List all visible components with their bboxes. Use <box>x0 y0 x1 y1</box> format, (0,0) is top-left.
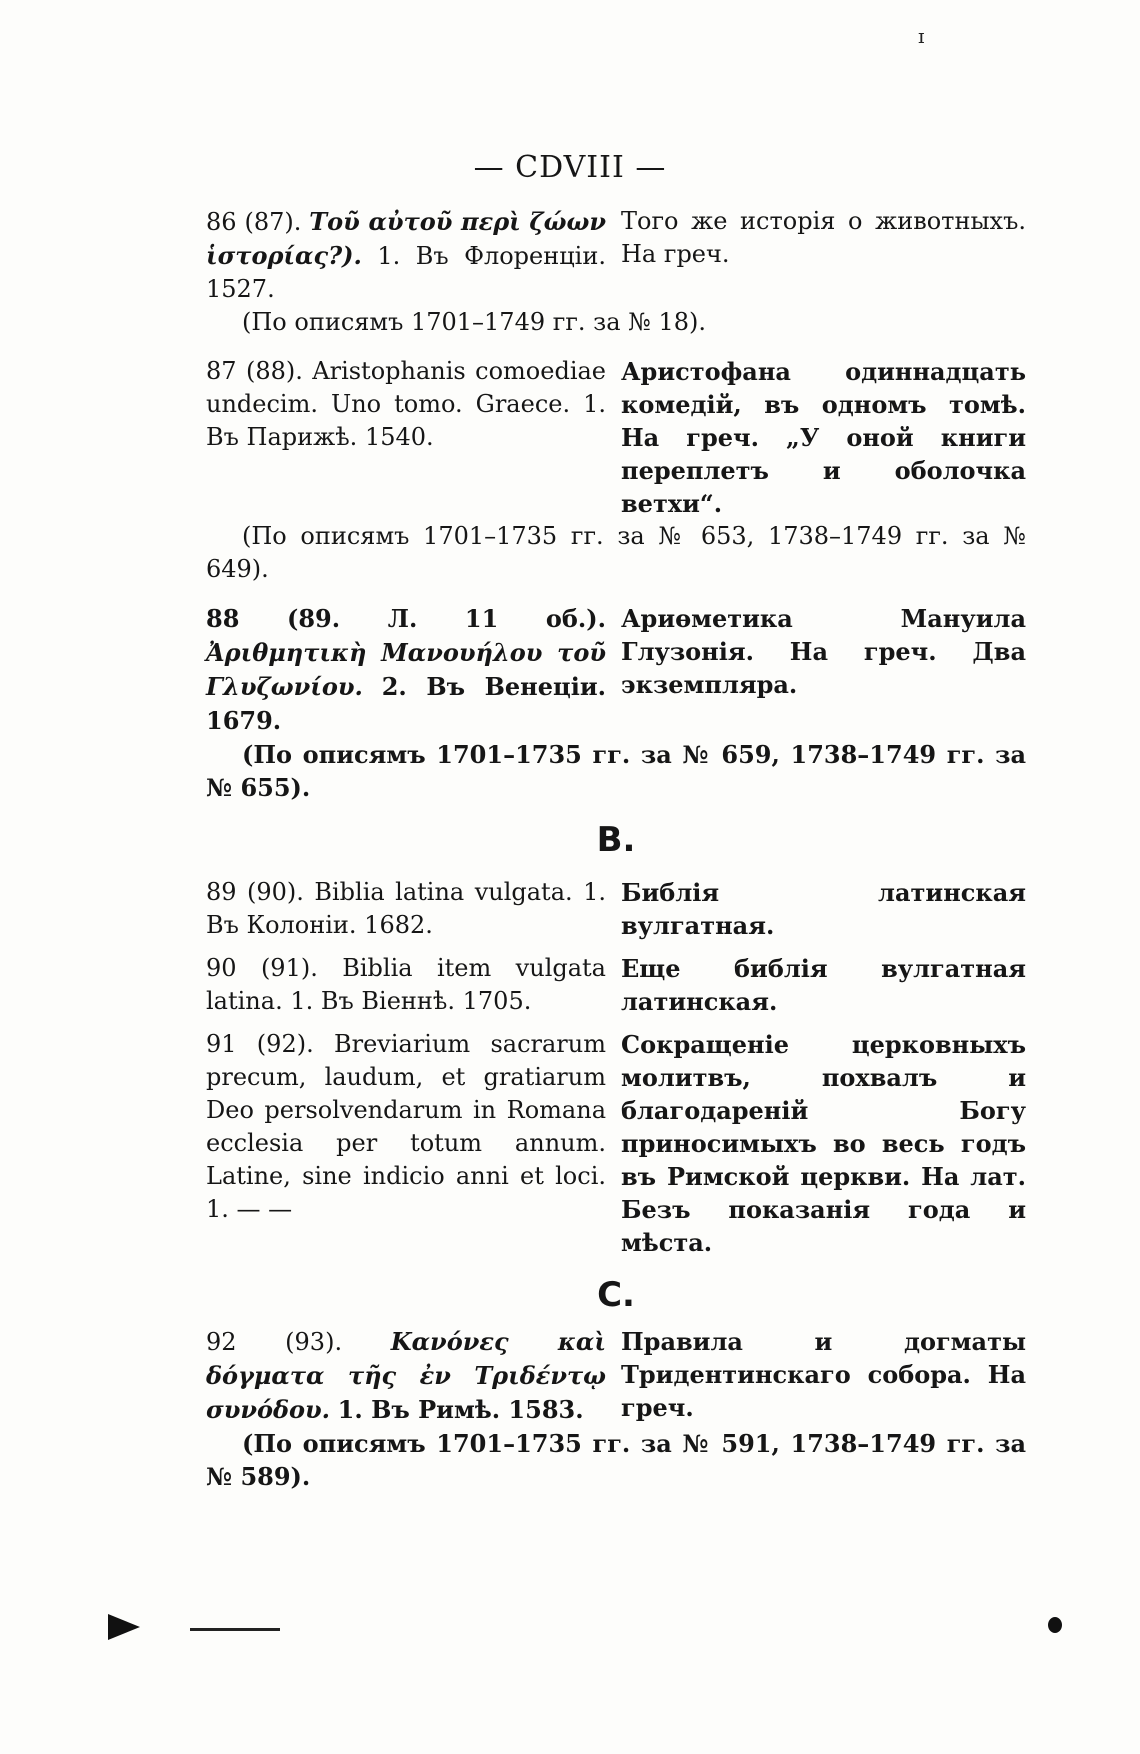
corner-mark: ɪ <box>918 24 925 48</box>
page-number: — CDVIII — <box>473 150 667 185</box>
entry-imprint: 1. Въ Флоренціи. 1527. <box>206 242 606 303</box>
entry-russian-column: Того же исторія о животныхъ. На греч. <box>621 207 1026 268</box>
entry-russian-column: Еще библія вулгатная латинская. <box>621 954 1026 1016</box>
catalog-entry <box>206 355 1026 520</box>
printer-arrow-ornament <box>108 1614 140 1640</box>
entry-russian-column: Библія латинская вулгатная. <box>621 878 1026 940</box>
printer-rule-ornament <box>190 1628 280 1631</box>
entry-number: 86 (87). <box>206 208 302 236</box>
entry-latin-column: 91 (92). Breviarium sacrarum precum, laudum, et gratiarum Deo persolvendarum in Romana ecclesia per totum annum. Latine, sine indicio anni et loci. 1. — — <box>206 1030 606 1223</box>
entry-greek-title: Τοῦ αὐτοῦ περὶ ζώων ἱστορίας?). <box>206 207 606 270</box>
entry-imprint: 2. Въ Венеціи. 1679. <box>206 672 606 735</box>
catalog-entry <box>206 1028 1026 1259</box>
catalog-entry <box>206 952 1026 1018</box>
entry-latin-column <box>206 602 606 738</box>
inventory-note: (По описямъ 1701–1735 гг. за № 659, 1738–1749 гг. за № 655). <box>206 740 1026 802</box>
inventory-note: (По описямъ 1701–1735 гг. за № 653, 1738–1749 гг. за № 649). <box>206 522 1026 583</box>
entry-greek-title: Ἀριθμητικὴ Μανουήλου τοῦ Γλυζωνίου. <box>206 638 606 701</box>
entry-latin-column: 90 (91). Biblia item vulgata latina. 1. Въ Віеннѣ. 1705. <box>206 954 606 1015</box>
section-letter-b: B. <box>596 820 636 860</box>
catalog-entry <box>206 1325 1026 1427</box>
entry-russian-column: Сокращеніе церковныхъ молитвъ, похвалъ и благодареній Богу приносимыхъ во весь годъ въ Римской церкви. На лат. Безъ показанія года и мѣста. <box>621 1030 1026 1257</box>
catalog-entry <box>206 602 1026 738</box>
catalog-entry <box>206 205 1026 306</box>
entry-latin-column <box>206 1325 606 1427</box>
entry-imprint: 1. Въ Римѣ. 1583. <box>337 1395 584 1424</box>
entry-russian-column: Аристофана одиннадцать комедій, въ одномъ томѣ. На греч. „У оной книги переплетъ и оболочка ветхи“. <box>621 357 1026 518</box>
entry-number: 88 (89. Л. 11 об.). <box>206 604 606 633</box>
entry-russian-column: Ариөметика Мануила Глузонія. На греч. Два экземпляра. <box>621 604 1026 699</box>
entry-latin-column <box>206 205 606 306</box>
inventory-note: (По описямъ 1701–1735 гг. за № 591, 1738–1749 гг. за № 589). <box>206 1429 1026 1491</box>
entry-russian-column: Правила и догматы Тридентинскаго собора. На греч. <box>621 1327 1026 1422</box>
catalog-content <box>206 205 1026 1493</box>
entry-greek-title: Κανόνες καὶ δόγματα τῆς ἐν Τριδέντῳ συνόδου. <box>206 1327 606 1424</box>
inventory-note: (По описямъ 1701–1749 гг. за № 18). <box>242 308 707 336</box>
ink-blot-mark <box>1048 1617 1062 1633</box>
entry-number: 92 (93). <box>206 1328 343 1356</box>
section-letter-c: C. <box>597 1275 635 1315</box>
entry-latin-column: 87 (88). Aristophanis comoediae undecim. Uno tomo. Graece. 1. Въ Парижѣ. 1540. <box>206 357 606 451</box>
catalog-entry <box>206 876 1026 942</box>
entry-latin-column: 89 (90). Biblia latina vulgata. 1. Въ Колоніи. 1682. <box>206 878 606 939</box>
